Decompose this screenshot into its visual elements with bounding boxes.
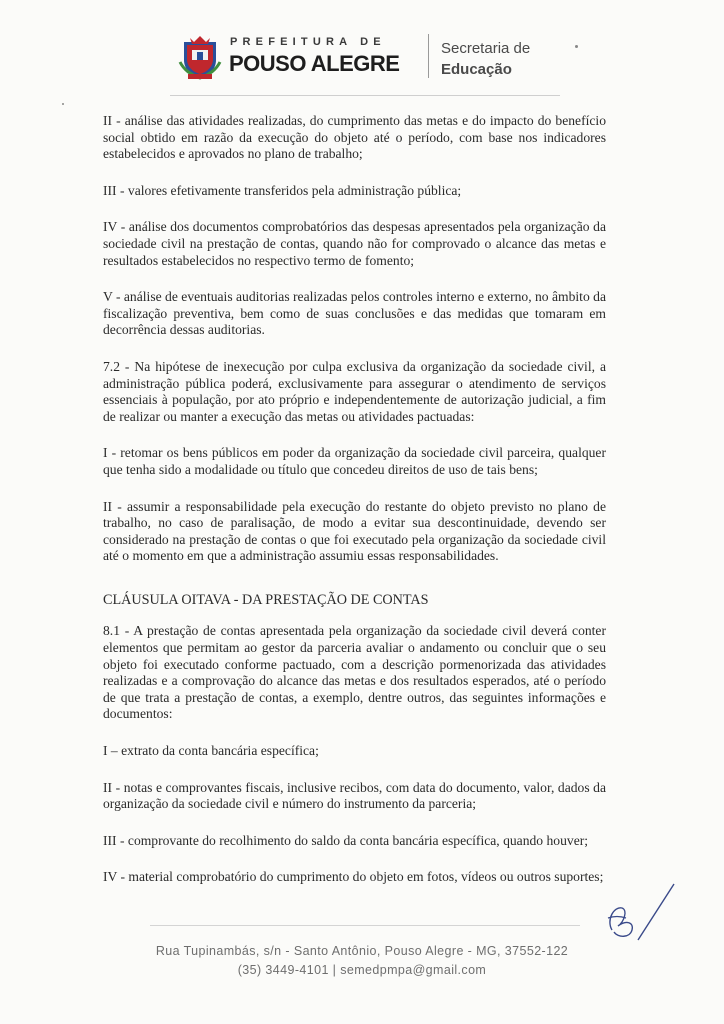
scan-speck	[575, 45, 578, 48]
paragraph: III - comprovante do recolhimento do saldo da conta bancária específica, quando houver;	[103, 832, 589, 848]
header-divider	[428, 34, 429, 78]
paragraph: V - análise de eventuais auditorias realizadas pelos controles interno e externo, no âmbito da fiscalização preventiva, bem como de suas conclusões e das medidas que tomaram em decorrência dessas auditorias.	[103, 289, 606, 338]
paragraph: I – extrato da conta bancária específica;	[103, 743, 319, 759]
paragraph: IV - análise dos documentos comprobatórios das despesas apresentados pela organização da sociedade civil na prestação de contas, quando não for comprovado o alcance das metas e resultados estabelecidos no respectivo termo de fomento;	[103, 219, 606, 268]
clause-heading: CLÁUSULA OITAVA - DA PRESTAÇÃO DE CONTAS	[103, 591, 429, 608]
header-rule	[170, 95, 560, 96]
paragraph: 8.1 - A prestação de contas apresentada pela organização da sociedade civil deverá conter elementos que permitam ao gestor da parceria avaliar o andamento ou concluir que o seu objeto foi executado conforme pactuado, com a descrição pormenorizada das atividades realizadas e a comprovação do alcance das metas e dos resultados esperados, até o período de que trata a prestação de contas, a exemplo, dentre outros, das seguintes informações e documentos:	[103, 623, 606, 722]
paragraph: I - retomar os bens públicos em poder da organização da sociedade civil parceira, qualquer que tenha sido a modalidade ou título que concedeu direitos de uso de tais bens;	[103, 445, 606, 477]
document-body	[103, 113, 606, 906]
paragraph: II - assumir a responsabilidade pela execução do restante do objeto previsto no plano de trabalho, no caso de paralisação, de modo a evitar sua descontinuidade, devendo ser considerado na prestação de contas o que foi executado pela organização da sociedade civil até o momento em que a administração assumiu essas responsabilidades.	[103, 498, 606, 564]
city-name: POUSO ALEGRE	[229, 51, 400, 76]
paragraph: 7.2 - Na hipótese de inexecução por culpa exclusiva da organização da sociedade civil, a administração pública poderá, exclusivamente para assegurar o atendimento de serviços essenciais à população, por ato próprio e independentemente de autorização judicial, a fim de realizar ou manter a execução das metas ou atividades pactuadas:	[103, 358, 606, 424]
scan-speck	[62, 103, 64, 105]
department-name: Educação	[441, 61, 512, 78]
footer-rule	[150, 925, 580, 926]
letterhead-footer	[0, 942, 724, 980]
footer-contact: (35) 3449-4101 | semedpmpa@gmail.com	[237, 963, 487, 977]
paragraph: II - análise das atividades realizadas, do cumprimento das metas e do impacto do benefício social obtido em razão da execução do objeto até o período, com base nos indicadores estabelecidos e aprovados no plano de trabalho;	[103, 113, 606, 162]
city-crest-icon	[178, 32, 222, 80]
secretaria-label: Secretaria de	[441, 40, 531, 57]
letterhead	[178, 28, 558, 84]
prefeitura-label: PREFEITURA DE	[230, 36, 386, 48]
paragraph: IV - material comprobatório do cumprimento do objeto em fotos, vídeos ou outros suportes;	[103, 869, 604, 885]
paragraph: II - notas e comprovantes fiscais, inclusive recibos, com data do documento, valor, dados da organização da sociedade civil e número do instrumento da parceria;	[103, 779, 606, 812]
paragraph: III - valores efetivamente transferidos pela administração pública;	[103, 182, 462, 198]
footer-address: Rua Tupinambás, s/n - Santo Antônio, Pouso Alegre - MG, 37552-122	[155, 944, 569, 958]
